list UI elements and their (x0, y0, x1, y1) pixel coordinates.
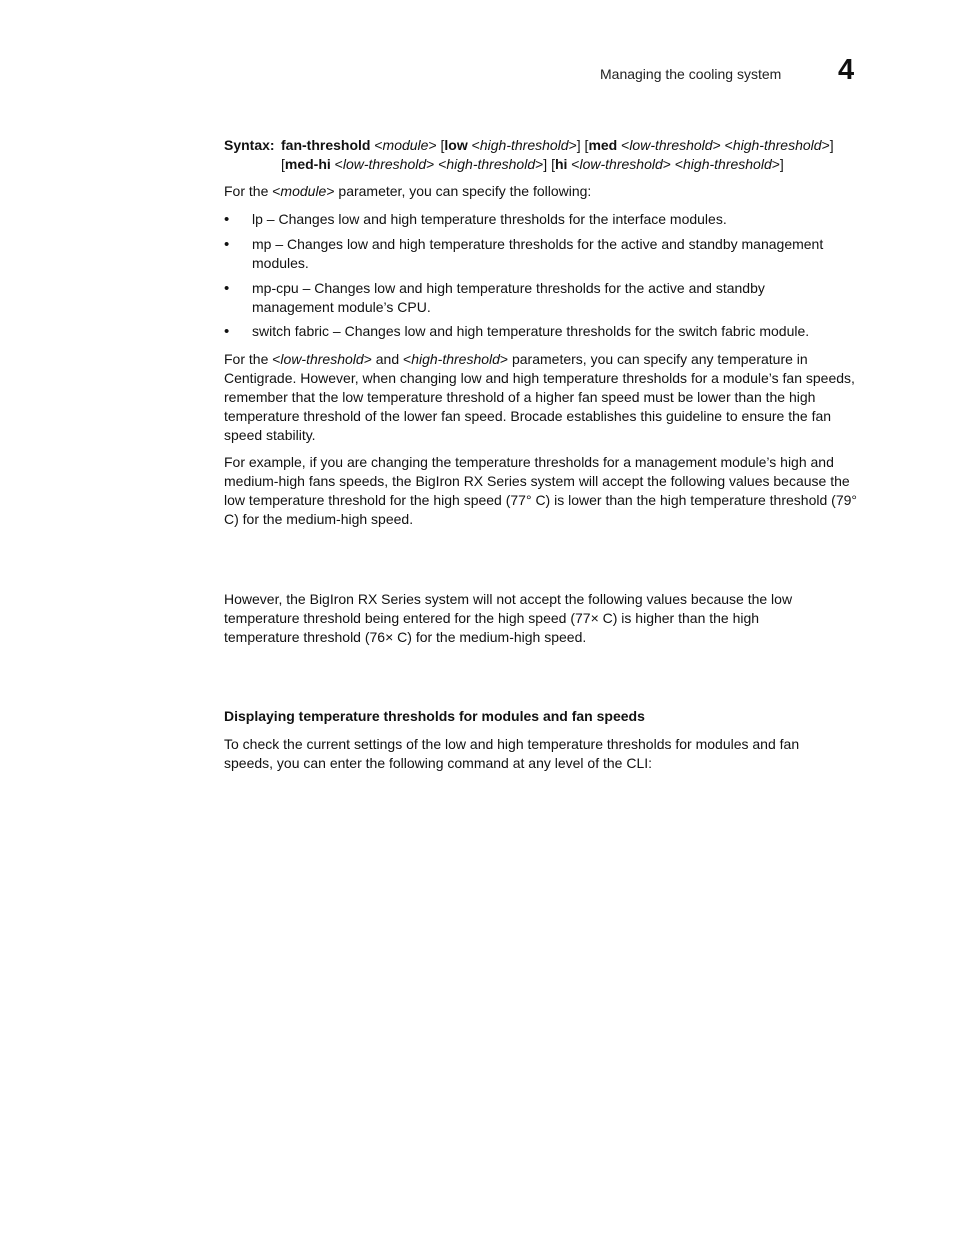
list-item-text: mp – Changes low and high temperature thresholds for the active and standby management modules. (252, 236, 824, 271)
syntax-keyword: hi (554, 156, 568, 172)
syntax-param: high-threshold (479, 137, 569, 153)
syntax-text: < (617, 137, 630, 153)
syntax-text: >] [ (568, 137, 589, 153)
bullet-icon: • (224, 236, 230, 253)
syntax-param: low-threshold (342, 156, 427, 172)
syntax-text: > < (662, 156, 684, 172)
syntax-param: low-threshold (579, 156, 663, 172)
bullet-icon: • (224, 211, 230, 228)
syntax-param: high-threshold (446, 156, 536, 172)
syntax-line-2 (281, 155, 784, 174)
list-item-text: mp-cpu – Changes low and high temperature thresholds for the active and standby management module’s CPU. (252, 280, 765, 315)
syntax-param: module (382, 137, 429, 153)
syntax-line-1 (281, 136, 834, 155)
section-heading: Displaying temperature thresholds for modules and fan speeds (224, 708, 645, 724)
inline-param: low-threshold (280, 351, 364, 367)
syntax-text: >] [ (535, 156, 555, 172)
syntax-text: > < (426, 156, 447, 172)
syntax-text: > < (712, 137, 733, 153)
syntax-label: Syntax: (224, 137, 275, 153)
chapter-number: 4 (838, 54, 855, 86)
threshold-paragraph (224, 350, 872, 445)
syntax-text: >] (821, 137, 834, 153)
bullet-icon: • (224, 280, 230, 297)
running-header-title: Managing the cooling system (600, 66, 782, 82)
syntax-keyword: med (588, 137, 618, 153)
syntax-text: < (567, 156, 580, 172)
paragraph-text: For the < (224, 183, 281, 199)
syntax-keyword: med-hi (284, 156, 331, 172)
paragraph-text: > and < (363, 351, 412, 367)
syntax-text: [ (281, 156, 285, 172)
list-item-text: lp – Changes low and high temperature thresholds for the interface modules. (252, 211, 727, 227)
syntax-command: fan-threshold (281, 137, 371, 153)
syntax-param: high-threshold (732, 137, 822, 153)
paragraph-text: For the < (224, 351, 281, 367)
check-paragraph: To check the current settings of the low and high temperature thresholds for modules and fan speeds, you can enter the following command at any level of the CLI: (224, 736, 800, 771)
syntax-text: < (467, 137, 480, 153)
bullet-icon: • (224, 323, 230, 340)
inline-param: high-threshold (411, 351, 500, 367)
syntax-param: low-threshold (629, 137, 713, 153)
module-intro-paragraph (224, 182, 872, 201)
paragraph-text: > parameters, you can specify any temperature in Centigrade. However, when changing low and high temperature thresholds for a module’s fan speeds, remember that the low temperature threshold of a higher fan speed must be lower than the high temperature threshold of the lower fan speed. Brocade establishes this guideline to ensure the fan speed stability. (224, 351, 855, 443)
syntax-text: < (370, 137, 383, 153)
list-item-text: switch fabric – Changes low and high temperature thresholds for the switch fabric module. (252, 323, 810, 339)
however-paragraph: However, the BigIron RX Series system will not accept the following values because the low temperature threshold being entered for the high speed (77× C) is higher than the high temperature threshold (76× C) for the medium-high speed. (224, 591, 793, 645)
syntax-keyword: low (444, 137, 468, 153)
paragraph-text: > parameter, you can specify the following: (326, 183, 592, 199)
syntax-param: high-threshold (683, 156, 772, 172)
example-paragraph: For example, if you are changing the temperature thresholds for a management module’s high and medium-high fans speeds, the BigIron RX Series system will accept the following values because the low temperature threshold for the high speed (77° C) is lower than the high temperature threshold (79° C) for the medium-high speed. (224, 454, 857, 527)
syntax-text: >] (771, 156, 784, 172)
inline-param: module (280, 183, 327, 199)
syntax-text: < (330, 156, 343, 172)
syntax-text: > [ (428, 137, 445, 153)
